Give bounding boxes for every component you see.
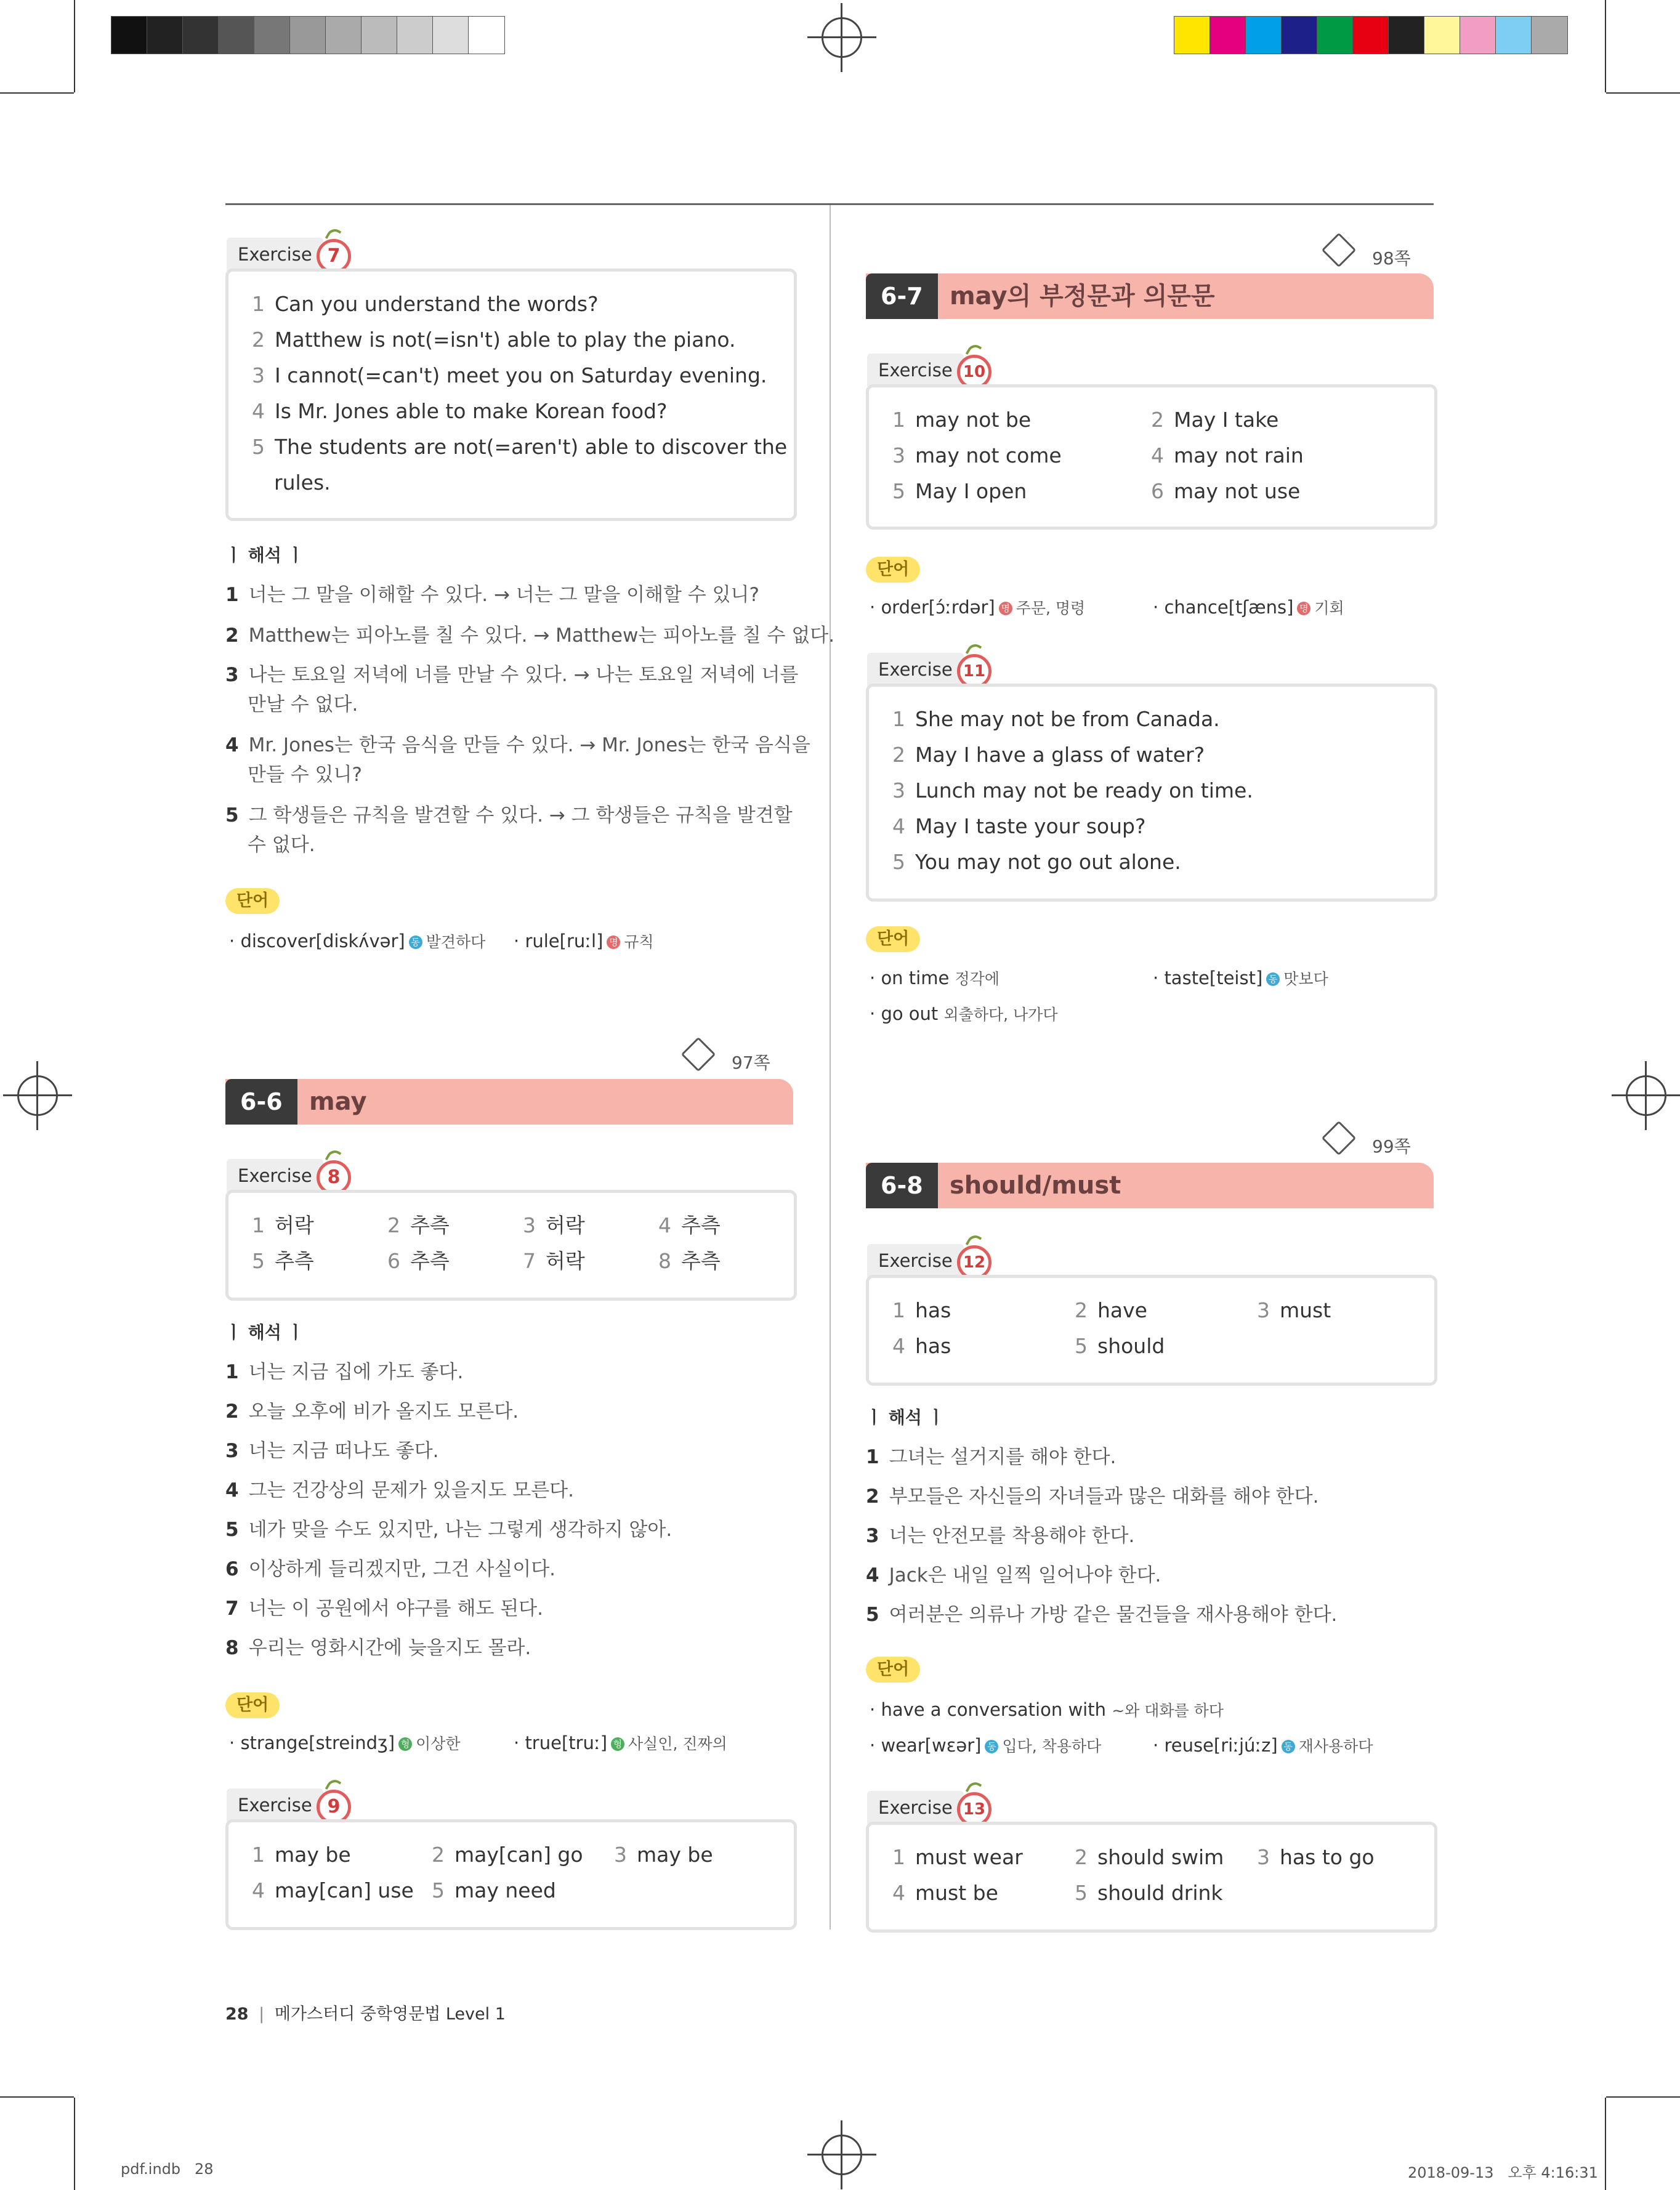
exercise-number-badge: 7 [317,239,351,273]
exercise-label-text: Exercise [238,244,312,265]
translation-line-cont: 만날 수 없다. [248,693,358,716]
answer-item: 4 must be [892,1881,998,1905]
registration-mark-top [822,17,862,58]
answer-item: 3 must [1257,1298,1331,1322]
exercise-number-badge: 9 [317,1790,351,1824]
page-reference-icon [1322,1121,1357,1156]
answer-item: 1 may not be [892,408,1032,432]
section-number: 6-7 [866,273,938,319]
answer-line: 2 May I have a glass of water? [892,743,1205,767]
answer-item: 1 허락 [252,1213,314,1237]
answer-line: 3 I cannot(=can't) meet you on Saturday evening. [252,363,767,387]
translation-line: 1 너는 그 말을 이해할 수 있다. → 너는 그 말을 이해할 수 있니? [225,584,759,606]
vocab-item: · have a conversation with ~와 대화를 하다 [870,1699,1224,1720]
section-number: 6-6 [225,1079,297,1125]
answer-item: 5 May I open [892,479,1027,503]
translation-line: 6 이상하게 들리겠지만, 그건 사실이다. [225,1558,556,1580]
answer-line: 4 May I taste your soup? [892,814,1146,838]
registration-mark-left [17,1075,58,1116]
section-number: 6-8 [866,1163,938,1208]
answer-item: 2 may[can] go [432,1843,583,1867]
translation-line: 3 너는 안전모를 착용해야 한다. [866,1525,1135,1547]
answer-item: 3 허락 [523,1213,585,1237]
exercise-10-label: Exercise [867,354,964,387]
vocab-item: · discover[diskʌ́vər] 동 발견하다 [229,931,486,952]
translation-line: 7 너는 이 공원에서 야구를 해도 된다. [225,1598,543,1620]
vocab-item: · chance[tʃæns] 명 기회 [1153,597,1344,618]
answer-line: 4 Is Mr. Jones able to make Korean food? [252,399,668,423]
exercise-11-box [866,684,1437,902]
translation-line: 8 우리는 영화시간에 늦을지도 몰라. [225,1637,531,1659]
exercise-11-label: Exercise [867,653,964,686]
translation-header: ㅣ 해석 ㅣ [225,545,304,565]
translation-line: 2 Matthew는 피아노를 칠 수 있다. → Matthew는 피아노를 칠 수 없다. [225,624,835,647]
vocab-item: · rule[ruːl] 명 규칙 [514,931,654,952]
exercise-number-badge: 12 [957,1245,991,1280]
registration-mark-right [1626,1075,1666,1116]
page-reference: 99쪽 [1372,1136,1411,1157]
vocab-item: · taste[teist] 동 맛보다 [1153,968,1328,988]
vocab-badge: 단어 [866,557,920,583]
page-number: 28 [225,2005,249,2024]
exercise-13-box [866,1822,1437,1933]
answer-line: 2 Matthew is not(=isn't) able to play the piano. [252,328,736,352]
answer-line: 1 She may not be from Canada. [892,707,1220,731]
section-6-7-header [866,273,1434,319]
page-reference: 97쪽 [732,1053,770,1073]
answer-item: 6 추측 [387,1249,450,1273]
vocab-item: · go out 외출하다, 나가다 [870,1003,1058,1024]
answer-item: 5 추측 [252,1249,314,1273]
translation-line: 2 부모들은 자신들의 자녀들과 많은 대화를 해야 한다. [866,1485,1319,1508]
exercise-7-box [225,269,797,521]
answer-item: 8 추측 [658,1249,721,1273]
translation-line-cont: 수 없다. [248,834,315,856]
translation-line: 1 그녀는 설거지를 해야 한다. [866,1446,1117,1468]
exercise-number-badge: 11 [957,654,991,689]
translation-line: 5 여러분은 의류나 가방 같은 물건들을 재사용해야 한다. [866,1604,1338,1626]
translation-line: 5 그 학생들은 규칙을 발견할 수 있다. → 그 학생들은 규칙을 발견할 [225,804,793,826]
section-title: may의 부정문과 의문문 [950,282,1215,310]
answer-item: 1 may be [252,1843,351,1867]
exercise-7-label [227,238,323,271]
exercise-number-badge: 13 [957,1792,991,1827]
answer-item: 4 has [892,1334,951,1358]
registration-mark-bottom [822,2135,862,2175]
translation-line: 4 Mr. Jones는 한국 음식을 만들 수 있다. → Mr. Jones는 한국 음식을 [225,734,810,756]
print-slug-file: pdf.indb 28 [121,2160,214,2178]
exercise-12-box [866,1275,1437,1386]
vocab-item: · order[ɔ́ːrdər] 명 주문, 명령 [870,597,1086,618]
exercise-9-box [225,1819,797,1930]
translation-header: ㅣ 해석 ㅣ [866,1407,945,1428]
page-footer: 28 | 메가스터디 중학영문법 Level 1 [225,2005,506,2024]
answer-item: 1 has [892,1298,951,1322]
page-reference-icon [681,1037,716,1072]
answer-item: 7 허락 [523,1249,585,1273]
answer-item: 5 may need [432,1878,556,1902]
vocab-badge: 단어 [225,1692,280,1718]
translation-line: 5 네가 맞을 수도 있지만, 나는 그렇게 생각하지 않아. [225,1519,672,1541]
vocab-item: · true[truː] 형 사실인, 진짜의 [514,1732,727,1753]
vocab-badge: 단어 [866,1657,920,1683]
answer-item: 2 추측 [387,1213,450,1237]
answer-item: 5 should [1075,1334,1165,1358]
exercise-9-label: Exercise [227,1788,323,1822]
answer-line: 3 Lunch may not be ready on time. [892,778,1253,802]
book-title: 메가스터디 중학영문법 Level 1 [274,2005,506,2024]
section-title: should/must [950,1171,1121,1200]
answer-item: 5 should drink [1075,1881,1223,1905]
translation-line: 1 너는 지금 집에 가도 좋다. [225,1361,464,1383]
vocab-badge: 단어 [866,926,920,952]
vocab-item: · reuse[riːjúːz] 동 재사용하다 [1153,1735,1373,1756]
section-6-6-header [225,1079,793,1125]
exercise-10-box [866,384,1437,530]
page-reference-icon [1322,233,1357,268]
answer-item: 2 should swim [1075,1845,1224,1869]
section-6-8-header [866,1163,1434,1208]
page-reference: 98쪽 [1372,248,1411,269]
vocab-badge: 단어 [225,888,280,914]
print-slug-date: 2018-09-13 오후 4:16:31 [1408,2164,1598,2181]
answer-line: 5 The students are not(=aren't) able to discover the [252,435,788,459]
answer-line: 5 You may not go out alone. [892,850,1181,874]
exercise-number-badge: 10 [957,355,991,389]
translation-line: 2 오늘 오후에 비가 올지도 모른다. [225,1400,519,1423]
answer-item: 4 추측 [658,1213,721,1237]
translation-line-cont: 만들 수 있니? [248,764,362,786]
vocab-item: · wear[wɛər] 동 입다, 착용하다 [870,1735,1102,1756]
answer-item: 4 may[can] use [252,1878,414,1902]
translation-line: 3 너는 지금 떠나도 좋다. [225,1440,439,1462]
answer-item: 3 has to go [1257,1845,1375,1869]
translation-line: 4 그는 건강상의 문제가 있을지도 모른다. [225,1479,574,1501]
exercise-12-label: Exercise [867,1244,964,1277]
column-divider [830,205,831,1929]
exercise-13-label: Exercise [867,1791,964,1824]
exercise-number-badge: 8 [317,1160,351,1195]
answer-item: 3 may be [614,1843,713,1867]
answer-item: 4 may not rain [1151,443,1304,467]
vocab-item: · on time 정각에 [870,968,1000,988]
exercise-8-box [225,1190,797,1301]
section-title: may [309,1088,367,1116]
answer-item: 1 must wear [892,1845,1023,1869]
exercise-8-label: Exercise [227,1159,323,1192]
answer-line: 1 Can you understand the words? [252,292,599,316]
answer-line-cont: rules. [274,471,331,495]
answer-item: 6 may not use [1151,479,1301,503]
answer-item: 3 may not come [892,443,1062,467]
translation-line: 4 Jack은 내일 일찍 일어나야 한다. [866,1564,1161,1586]
answer-item: 2 have [1075,1298,1147,1322]
answer-item: 2 May I take [1151,408,1279,432]
translation-line: 3 나는 토요일 저녁에 너를 만날 수 있다. → 나는 토요일 저녁에 너를 [225,664,799,686]
translation-header: ㅣ 해석 ㅣ [225,1322,304,1343]
vocab-item: · strange[streindʒ] 형 이상한 [229,1732,461,1753]
